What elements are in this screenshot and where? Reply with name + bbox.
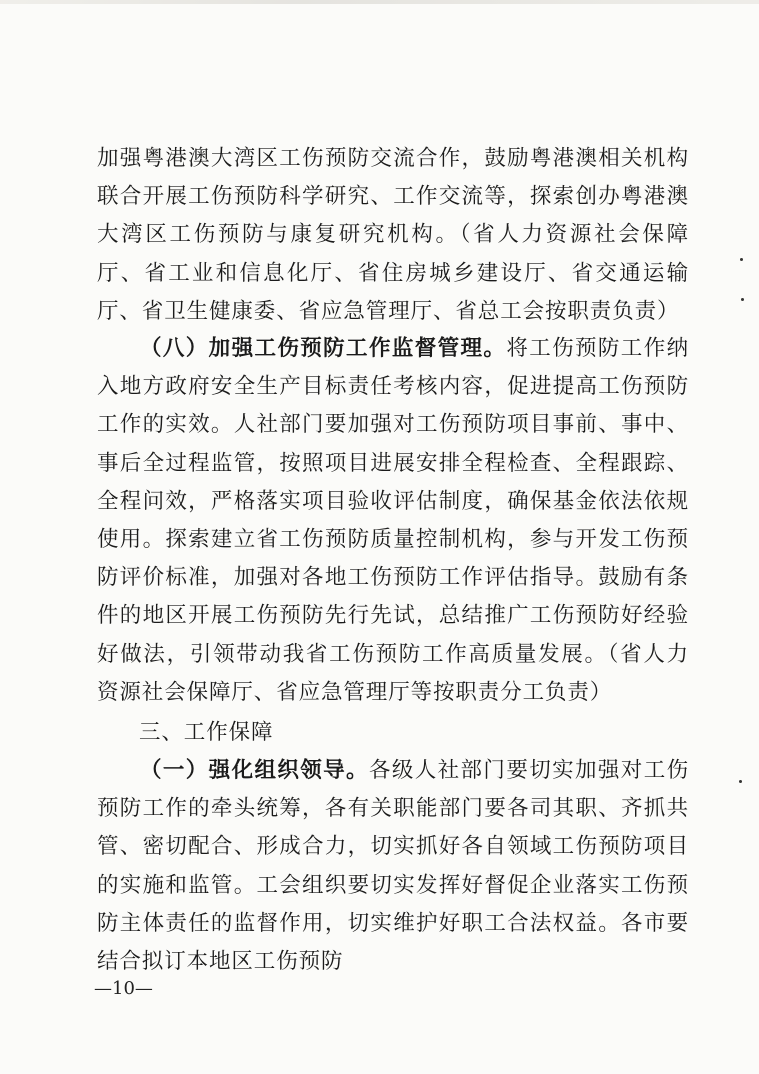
scan-edge (0, 0, 759, 4)
paragraph-1-text: 加强粤港澳大湾区工伤预防交流合作，鼓励粤港澳相关机构联合开展工伤预防科学研究、工作交流等，探索创办粤港澳大湾区工伤预防与康复研究机构。（省人力资源社会保障厅、省工业和信息化厅、省住房城乡建设厅、省交通运输厅、省卫生健康委、省应急管理厅、省总工会按职责负责） (97, 146, 689, 324)
paragraph-1 (97, 140, 689, 331)
scan-speck (739, 780, 742, 783)
section-heading: 三、工作保障 (139, 720, 274, 745)
paragraph-2 (97, 330, 689, 712)
paragraph-2-body: 将工伤预防工作纳入地方政府安全生产目标责任考核内容，促进提高工伤预防工作的实效。人社部门要加强对工伤预防项目事前、事中、事后全过程监管，按照项目进展安排全程检查、全程跟踪、全程问效，严格落实项目验收评估制度，确保基金依法依规使用。探索建立省工伤预防质量控制机构，参与开发工伤预防评价标准，加强对各地工伤预防工作评估指导。鼓励有条件的地区开展工伤预防先行先试，总结推广工伤预防好经验好做法，引领带动我省工伤预防工作高质量发展。（省人力资源社会保障厅、省应急管理厅等按职责分工负责） (97, 336, 689, 705)
scan-speck (740, 258, 743, 261)
page-number: —10— (94, 978, 153, 999)
paragraph-3-body: 各级人社部门要切实加强对工伤预防工作的牵头统筹，各有关职能部门要各司其职、齐抓共管、密切配合、形成合力，切实抓好各自领域工伤预防项目的实施和监管。工会组织要切实发挥好督促企业落实工伤预防主体责任的监督作用，切实维护好职工合法权益。各市要结合拟订本地区工伤预防 (97, 758, 689, 975)
scan-speck (741, 298, 744, 301)
paragraph-3-heading: （一）强化组织领导。 (140, 758, 369, 783)
paragraph-3 (97, 752, 689, 981)
paragraph-2-heading: （八）加强工伤预防工作监督管理。 (140, 336, 507, 361)
